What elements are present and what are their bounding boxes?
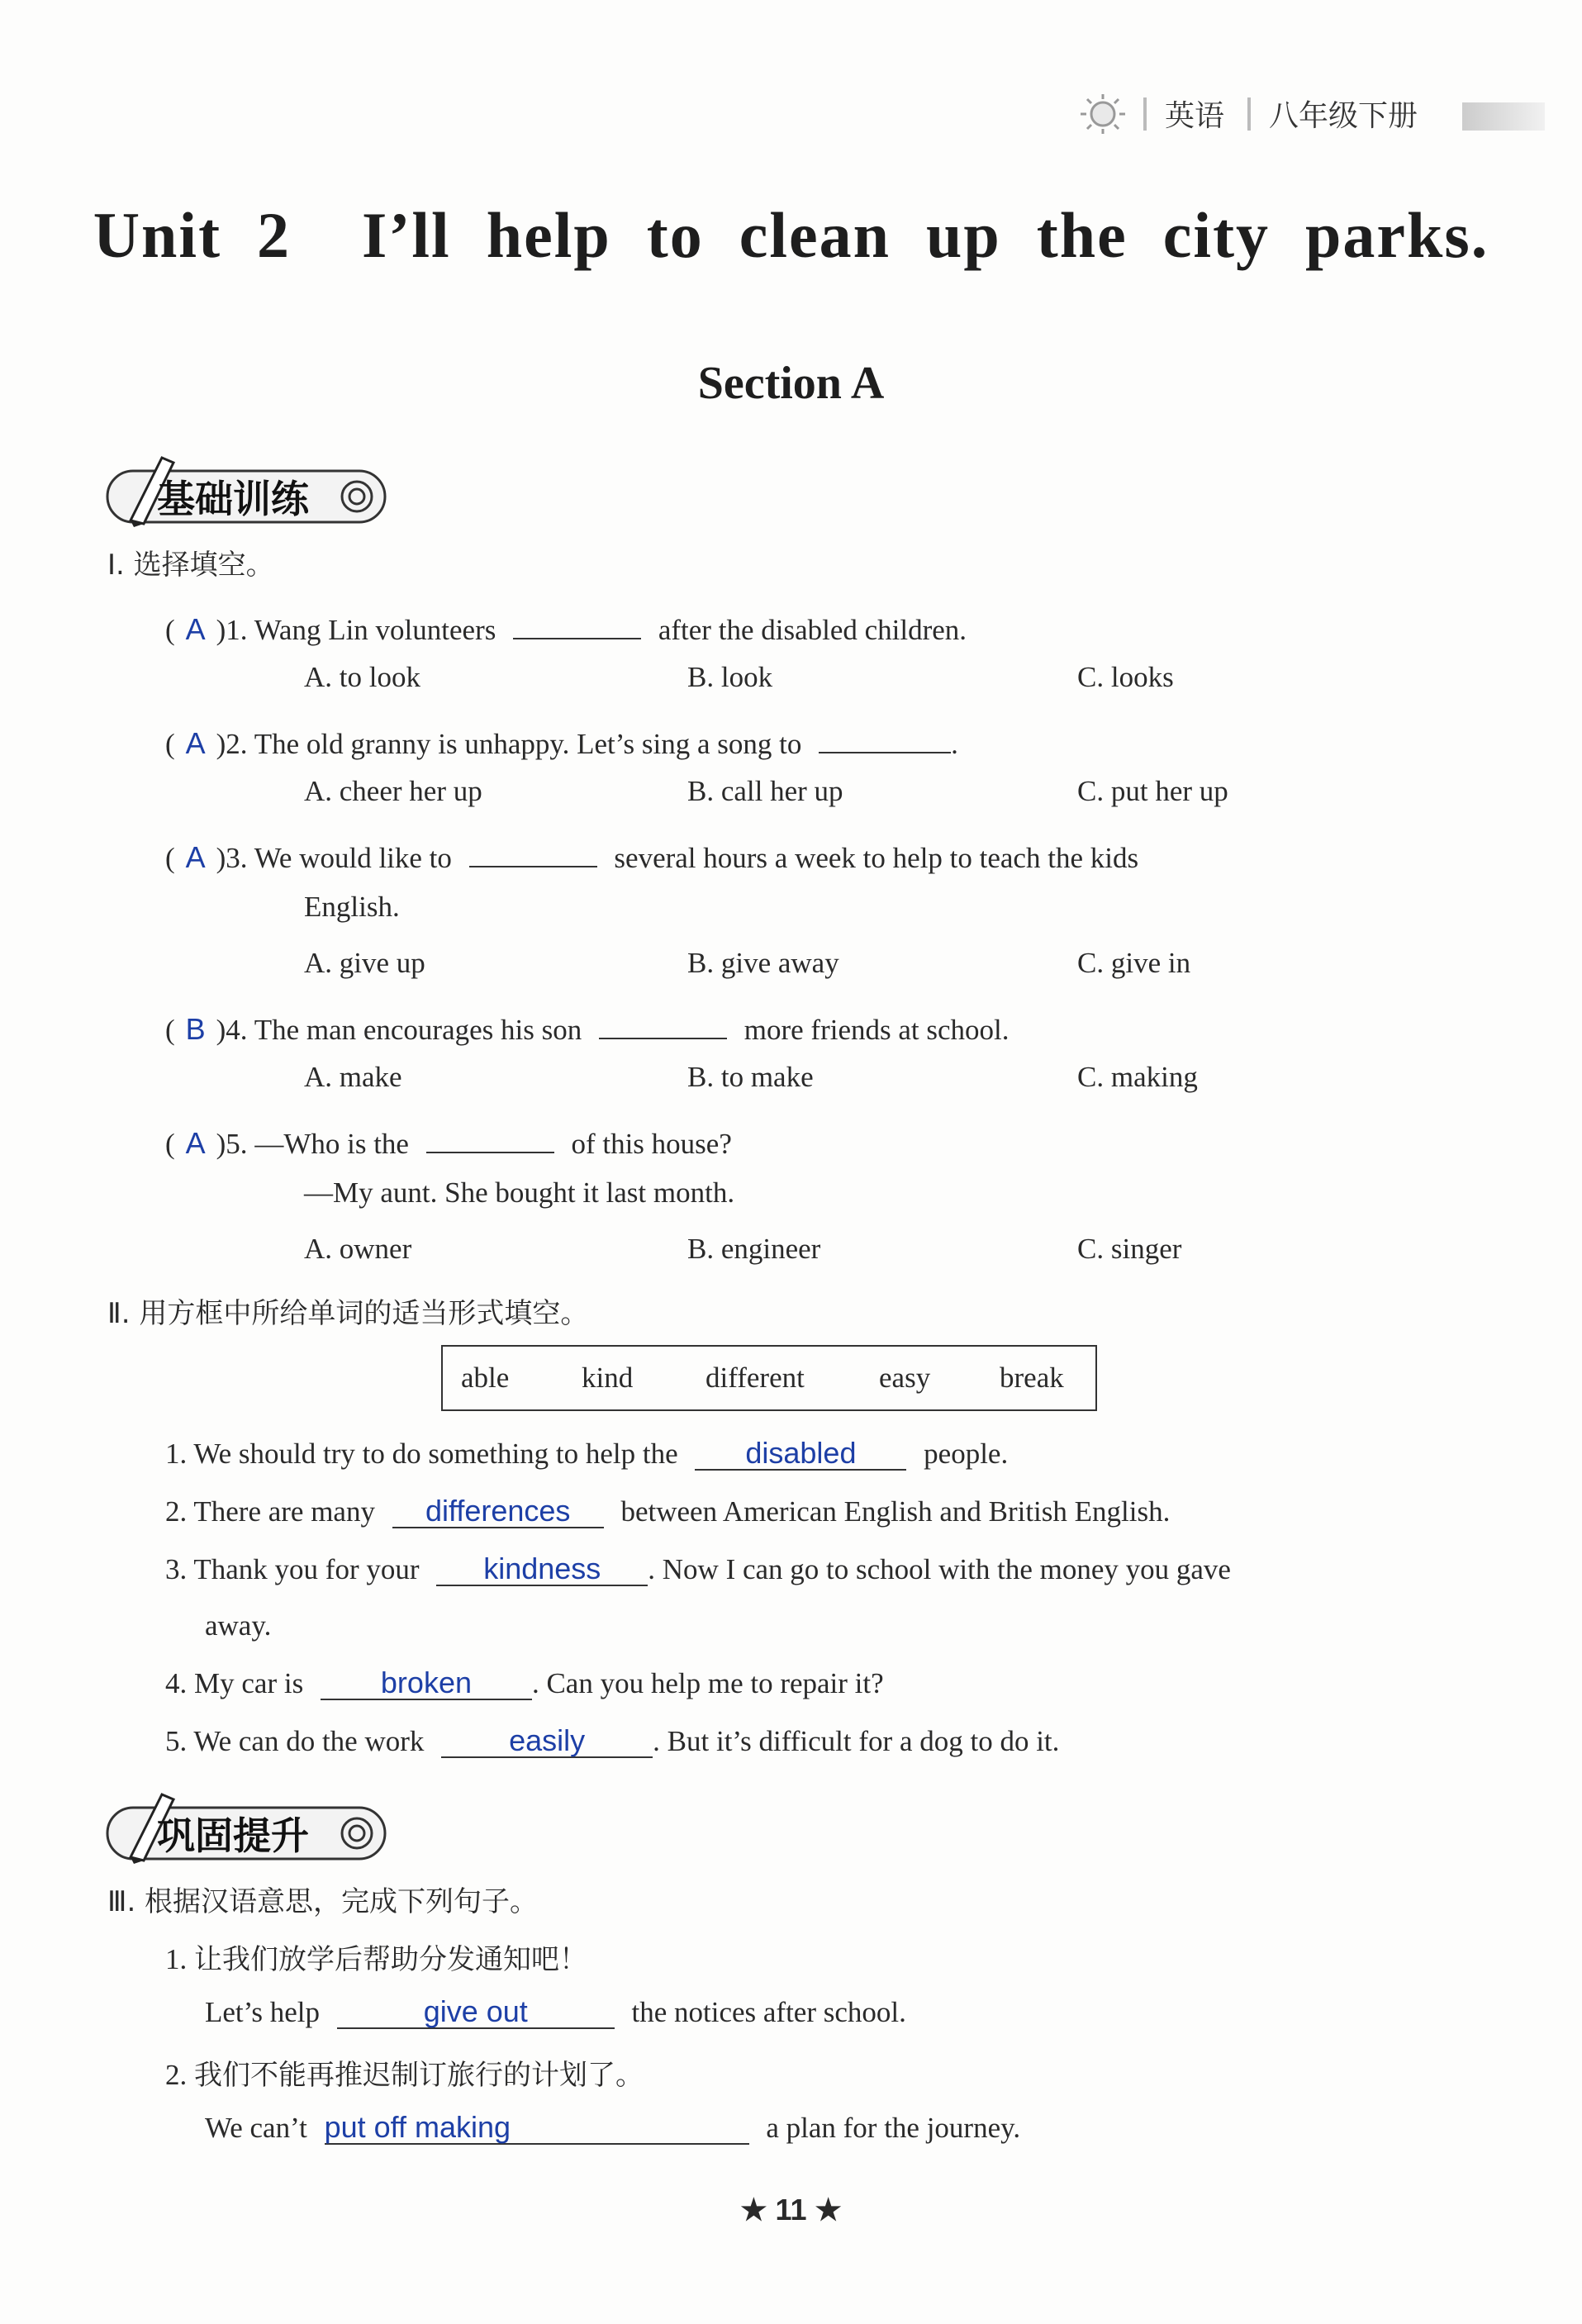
part2-heading: Ⅱ. 用方框中所给单词的适当形式填空。 bbox=[107, 1297, 589, 1330]
translate-item-1-english bbox=[205, 1994, 906, 2029]
item-text: . But it’s difficult for a dog to do it. bbox=[653, 1725, 1060, 1757]
badge-label: 巩固提升 bbox=[157, 1813, 309, 1858]
answer-fill: give out bbox=[337, 1994, 615, 2029]
answer-mark: A bbox=[185, 840, 206, 874]
translate-item-2-chinese bbox=[165, 2052, 644, 2093]
fill-item-1 bbox=[165, 1436, 1008, 1471]
option-a: A. give up bbox=[304, 947, 425, 979]
option-c: C. give in bbox=[1077, 947, 1191, 979]
page-number: ★ 11 ★ bbox=[740, 2193, 842, 2227]
badge-consolidation bbox=[97, 1789, 398, 1865]
answer-mark: A bbox=[185, 612, 206, 646]
chinese-sentence: 让我们放学后帮助分发通知吧！ bbox=[194, 1943, 587, 1976]
question-stem: The man encourages his son bbox=[254, 1014, 582, 1046]
option-c: C. singer bbox=[1077, 1233, 1182, 1265]
option-b: B. engineer bbox=[687, 1233, 821, 1265]
item-text: the notices after school. bbox=[631, 1996, 906, 2028]
translate-item-2-english bbox=[205, 2110, 1020, 2145]
box-word: different bbox=[705, 1362, 805, 1394]
question-3: ( A )3. We would like to several hours a week to help to teach the kids bbox=[165, 833, 1138, 875]
header-decor-bar bbox=[1462, 102, 1545, 131]
fill-item-3 bbox=[165, 1552, 1231, 1586]
fill-item-5 bbox=[165, 1723, 1059, 1758]
question-stem: —Who is the bbox=[254, 1128, 409, 1160]
box-word: kind bbox=[582, 1362, 634, 1394]
answer-fill: put off making bbox=[325, 2110, 749, 2145]
question-number: )1. bbox=[216, 614, 248, 646]
answer-blank bbox=[599, 1005, 727, 1039]
box-word: able bbox=[461, 1362, 510, 1394]
box-word: break bbox=[1000, 1362, 1064, 1394]
option-b: B. look bbox=[687, 661, 773, 693]
question-number: )2. bbox=[216, 728, 248, 760]
fill-item-2 bbox=[165, 1494, 1170, 1528]
header-divider bbox=[1143, 97, 1147, 131]
header-subject: 英语 bbox=[1165, 99, 1225, 133]
item-text: a plan for the journey. bbox=[766, 2112, 1021, 2144]
item-number: 4. bbox=[165, 1667, 188, 1699]
answer-fill: kindness bbox=[436, 1552, 648, 1586]
question-stem: after the disabled children. bbox=[658, 614, 967, 646]
part1-heading: Ⅰ. 选择填空。 bbox=[107, 549, 274, 582]
answer-blank bbox=[426, 1119, 554, 1153]
option-a: A. to look bbox=[304, 661, 420, 693]
section-title: Section A bbox=[697, 358, 885, 409]
option-c: C. making bbox=[1077, 1061, 1198, 1093]
translate-item-1-chinese bbox=[165, 1937, 587, 1977]
item-text: My car is bbox=[194, 1667, 304, 1699]
option-a: A. owner bbox=[304, 1233, 412, 1265]
item-number: 2. bbox=[165, 2059, 188, 2091]
header-grade: 八年级下册 bbox=[1269, 99, 1418, 133]
answer-fill: differences bbox=[392, 1494, 604, 1528]
item-number: 3. bbox=[165, 1553, 188, 1585]
answer-mark: B bbox=[185, 1012, 206, 1046]
question-stem: The old granny is unhappy. Let’s sing a song to bbox=[254, 728, 802, 760]
answer-mark: A bbox=[185, 1126, 206, 1160]
item-number: 2. bbox=[165, 1495, 188, 1528]
item-text: . Can you help me to repair it? bbox=[531, 1667, 884, 1699]
answer-fill: broken bbox=[321, 1666, 532, 1700]
answer-blank bbox=[469, 833, 597, 867]
fill-item-4 bbox=[165, 1666, 884, 1700]
item-text: people. bbox=[924, 1438, 1009, 1470]
badge-basic-training bbox=[97, 453, 398, 529]
question-1: ( A )1. Wang Lin volunteers after the disabled children. bbox=[165, 605, 967, 647]
item-text: We can’t bbox=[205, 2112, 307, 2144]
item-number: 5. bbox=[165, 1725, 188, 1757]
option-c: C. put her up bbox=[1077, 775, 1228, 807]
question-5: ( A )5. —Who is the of this house? bbox=[165, 1119, 732, 1161]
item-number: 1. bbox=[165, 1943, 188, 1975]
question-stem: Wang Lin volunteers bbox=[254, 614, 496, 646]
item-text: There are many bbox=[193, 1495, 375, 1528]
item-text: Let’s help bbox=[205, 1996, 320, 2028]
unit-title: Unit 2 I’ll help to clean up the city parks. bbox=[93, 199, 1489, 271]
item-number: 1. bbox=[165, 1438, 188, 1470]
item-text: . Now I can go to school with the money you gave bbox=[648, 1553, 1231, 1585]
item-text: We can do the work bbox=[193, 1725, 425, 1757]
question-stem: several hours a week to help to teach the kids bbox=[614, 842, 1139, 874]
question-stem: We would like to bbox=[254, 842, 452, 874]
question-number: )3. bbox=[216, 842, 248, 874]
answer-fill: disabled bbox=[695, 1436, 906, 1471]
item-text: We should try to do something to help the bbox=[193, 1438, 678, 1470]
question-stem: more friends at school. bbox=[743, 1014, 1010, 1046]
question-2: ( A )2. The old granny is unhappy. Let’s sing a song to . bbox=[165, 719, 958, 761]
option-a: A. make bbox=[304, 1061, 402, 1093]
option-c: C. looks bbox=[1077, 661, 1174, 693]
question-4: ( B )4. The man encourages his son more friends at school. bbox=[165, 1005, 1010, 1047]
header-divider bbox=[1247, 97, 1251, 131]
question-number: )5. bbox=[216, 1128, 248, 1160]
question-continuation: English. bbox=[304, 891, 400, 923]
option-b: B. to make bbox=[687, 1061, 814, 1093]
item-text: between American English and British English. bbox=[620, 1495, 1171, 1528]
sun-logo-icon bbox=[1074, 91, 1132, 137]
badge-label: 基础训练 bbox=[157, 477, 309, 521]
option-a: A. cheer her up bbox=[304, 775, 482, 807]
part3-heading: Ⅲ. 根据汉语意思，完成下列句子。 bbox=[107, 1885, 539, 1918]
answer-mark: A bbox=[185, 726, 206, 760]
answer-fill: easily bbox=[441, 1723, 653, 1758]
question-stem: . bbox=[951, 728, 958, 760]
item-continuation: away. bbox=[205, 1609, 272, 1642]
question-number: )4. bbox=[216, 1014, 248, 1046]
chinese-sentence: 我们不能再推迟制订旅行的计划了。 bbox=[194, 2059, 644, 2092]
question-continuation: —My aunt. She bought it last month. bbox=[304, 1176, 735, 1209]
answer-blank bbox=[819, 719, 951, 753]
box-word: easy bbox=[879, 1362, 931, 1394]
option-b: B. call her up bbox=[687, 775, 843, 807]
word-box bbox=[441, 1345, 1097, 1411]
option-b: B. give away bbox=[687, 947, 839, 979]
answer-blank bbox=[513, 605, 641, 639]
question-stem: of this house? bbox=[571, 1128, 732, 1160]
item-text: Thank you for your bbox=[193, 1553, 420, 1585]
